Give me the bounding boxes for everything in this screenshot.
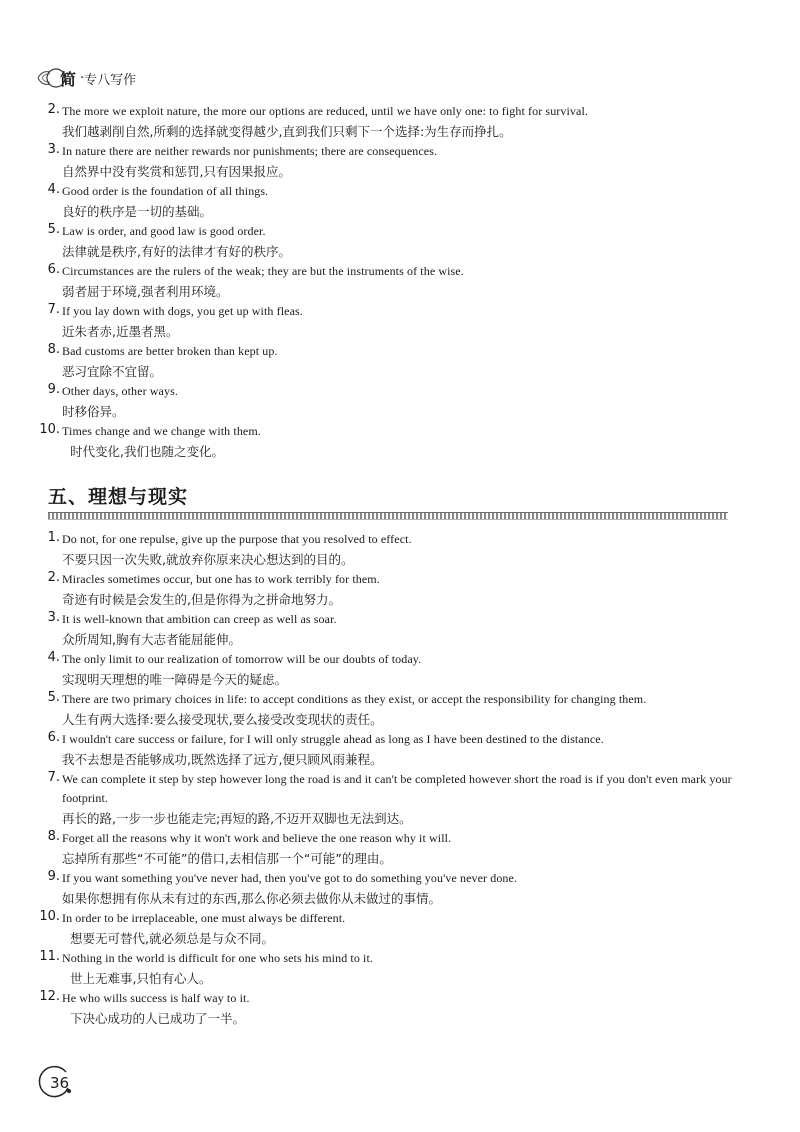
chinese-translation: 世上无难事,只怕有心人。 bbox=[70, 971, 212, 986]
chinese-translation: 不要只因一次失败,就放弃你原来决心想达到的目的。 bbox=[62, 552, 354, 567]
item-number: 8. bbox=[47, 342, 60, 357]
item-number: 3. bbox=[47, 142, 60, 157]
section-list bbox=[0, 530, 800, 1029]
logo-character: 简 bbox=[60, 69, 77, 89]
english-sentence: Other days, other ways. bbox=[62, 384, 178, 398]
chinese-translation: 恶习宜除不宜留。 bbox=[62, 364, 163, 379]
chinese-translation: 实现明天理想的唯一障碍是今天的疑虑。 bbox=[62, 672, 288, 687]
list-item bbox=[0, 949, 800, 989]
item-number: 6. bbox=[47, 730, 60, 745]
item-number: 5. bbox=[47, 690, 60, 705]
english-sentence: Forget all the reasons why it won't work and believe the one reason why it will. bbox=[62, 831, 452, 845]
list-item bbox=[0, 262, 800, 302]
list-item bbox=[0, 182, 800, 222]
english-sentence: The more we exploit nature, the more our options are reduced, until we have only one: to fight for survival. bbox=[62, 104, 588, 118]
list-item bbox=[0, 650, 800, 690]
item-number: 4. bbox=[47, 182, 60, 197]
list-item bbox=[0, 909, 800, 949]
chinese-translation: 想要无可替代,就必须总是与众不同。 bbox=[70, 931, 274, 946]
list-item bbox=[0, 142, 800, 182]
english-sentence: If you want something you've never had, then you've got to do something you've never done. bbox=[62, 871, 518, 885]
item-number: 4. bbox=[47, 650, 60, 665]
section-name: 专八写作 bbox=[84, 72, 137, 88]
english-sentence: Do not, for one repulse, give up the purpose that you resolved to effect. bbox=[62, 532, 412, 546]
running-head bbox=[36, 66, 136, 90]
page-number-badge bbox=[36, 1064, 72, 1100]
chinese-translation: 近朱者赤,近墨者黑。 bbox=[62, 324, 179, 339]
item-number: 9. bbox=[47, 869, 60, 884]
english-sentence: Miracles sometimes occur, but one has to work terribly for them. bbox=[62, 572, 380, 586]
section-heading: 五、理想与现实 bbox=[48, 486, 189, 508]
english-sentence: I wouldn't care success or failure, for I will only struggle ahead as long as I have been destined to the distance. bbox=[62, 732, 604, 746]
chinese-translation: 良好的秩序是一切的基础。 bbox=[62, 204, 213, 219]
item-number: 2. bbox=[47, 102, 60, 117]
item-number: 7. bbox=[47, 302, 60, 317]
item-number: 5. bbox=[47, 222, 60, 237]
chinese-translation: 再长的路,一步一步也能走完;再短的路,不迈开双脚也无法到达。 bbox=[62, 811, 412, 826]
chinese-translation: 法律就是秩序,有好的法律才有好的秩序。 bbox=[62, 244, 291, 259]
item-number: 11. bbox=[39, 949, 60, 964]
chinese-translation: 我不去想是否能够成功,既然选择了远方,便只顾风雨兼程。 bbox=[62, 752, 383, 767]
item-number: 6. bbox=[47, 262, 60, 277]
list-item bbox=[0, 222, 800, 262]
item-number: 9. bbox=[47, 382, 60, 397]
english-sentence: In nature there are neither rewards nor punishments; there are consequences. bbox=[62, 144, 438, 158]
page-number: 36 bbox=[50, 1074, 70, 1092]
list-item bbox=[0, 610, 800, 650]
english-sentence: We can complete it step by step however long the road is and it can't be completed however short the road is if you don't even mark your footprint. bbox=[62, 772, 732, 805]
list-item bbox=[0, 342, 800, 382]
list-item bbox=[0, 690, 800, 730]
english-sentence: There are two primary choices in life: to accept conditions as they exist, or accept the responsibility for changing them. bbox=[62, 692, 647, 706]
item-number: 1. bbox=[47, 530, 60, 545]
list-item bbox=[0, 102, 800, 142]
item-number: 2. bbox=[47, 570, 60, 585]
english-sentence: Law is order, and good law is good order. bbox=[62, 224, 266, 238]
english-sentence: Times change and we change with them. bbox=[62, 424, 261, 438]
list-item bbox=[0, 302, 800, 342]
item-number: 8. bbox=[47, 829, 60, 844]
list-item bbox=[0, 730, 800, 770]
english-sentence: If you lay down with dogs, you get up with fleas. bbox=[62, 304, 303, 318]
list-item bbox=[0, 989, 800, 1029]
list-item bbox=[0, 382, 800, 422]
chinese-translation: 我们越剥削自然,所剩的选择就变得越少,直到我们只剩下一个选择:为生存而挣扎。 bbox=[62, 124, 512, 139]
english-sentence: Good order is the foundation of all things. bbox=[62, 184, 269, 198]
chinese-translation: 弱者屈于环境,强者利用环境。 bbox=[62, 284, 229, 299]
item-number: 12. bbox=[39, 989, 60, 1004]
header-separator: · bbox=[80, 70, 85, 86]
english-sentence: In order to be irreplaceable, one must always be different. bbox=[62, 911, 346, 925]
english-sentence: Nothing in the world is difficult for one who sets his mind to it. bbox=[62, 951, 374, 965]
list-item bbox=[0, 869, 800, 909]
book-logo-icon bbox=[36, 66, 66, 90]
chinese-translation: 忘掉所有那些“不可能”的借口,去相信那一个“可能”的理由。 bbox=[62, 851, 392, 866]
item-number: 10. bbox=[39, 909, 60, 924]
english-sentence: He who wills success is half way to it. bbox=[62, 991, 250, 1005]
list-before-section bbox=[0, 102, 800, 462]
item-number: 7. bbox=[47, 770, 60, 785]
list-item bbox=[0, 530, 800, 570]
chinese-translation: 时代变化,我们也随之变化。 bbox=[70, 444, 224, 459]
chinese-translation: 人生有两大选择:要么接受现状,要么接受改变现状的责任。 bbox=[62, 712, 383, 727]
chinese-translation: 时移俗异。 bbox=[62, 404, 125, 419]
chinese-translation: 奇迹有时候是会发生的,但是你得为之拼命地努力。 bbox=[62, 592, 341, 607]
english-sentence: The only limit to our realization of tomorrow will be our doubts of today. bbox=[62, 652, 422, 666]
chinese-translation: 如果你想拥有你从未有过的东西,那么你必须去做你从未做过的事情。 bbox=[62, 891, 441, 906]
list-item bbox=[0, 570, 800, 610]
list-item bbox=[0, 829, 800, 869]
english-sentence: Bad customs are better broken than kept up. bbox=[62, 344, 278, 358]
chinese-translation: 众所周知,胸有大志者能屈能伸。 bbox=[62, 632, 241, 647]
english-sentence: It is well-known that ambition can creep as well as soar. bbox=[62, 612, 337, 626]
english-sentence: Circumstances are the rulers of the weak; they are but the instruments of the wise. bbox=[62, 264, 464, 278]
list-item bbox=[0, 770, 800, 829]
chinese-translation: 下决心成功的人已成功了一半。 bbox=[70, 1011, 246, 1026]
item-number: 3. bbox=[47, 610, 60, 625]
section-divider bbox=[48, 512, 728, 520]
item-number: 10. bbox=[39, 422, 60, 437]
chinese-translation: 自然界中没有奖赏和惩罚,只有因果报应。 bbox=[62, 164, 291, 179]
list-item bbox=[0, 422, 800, 462]
